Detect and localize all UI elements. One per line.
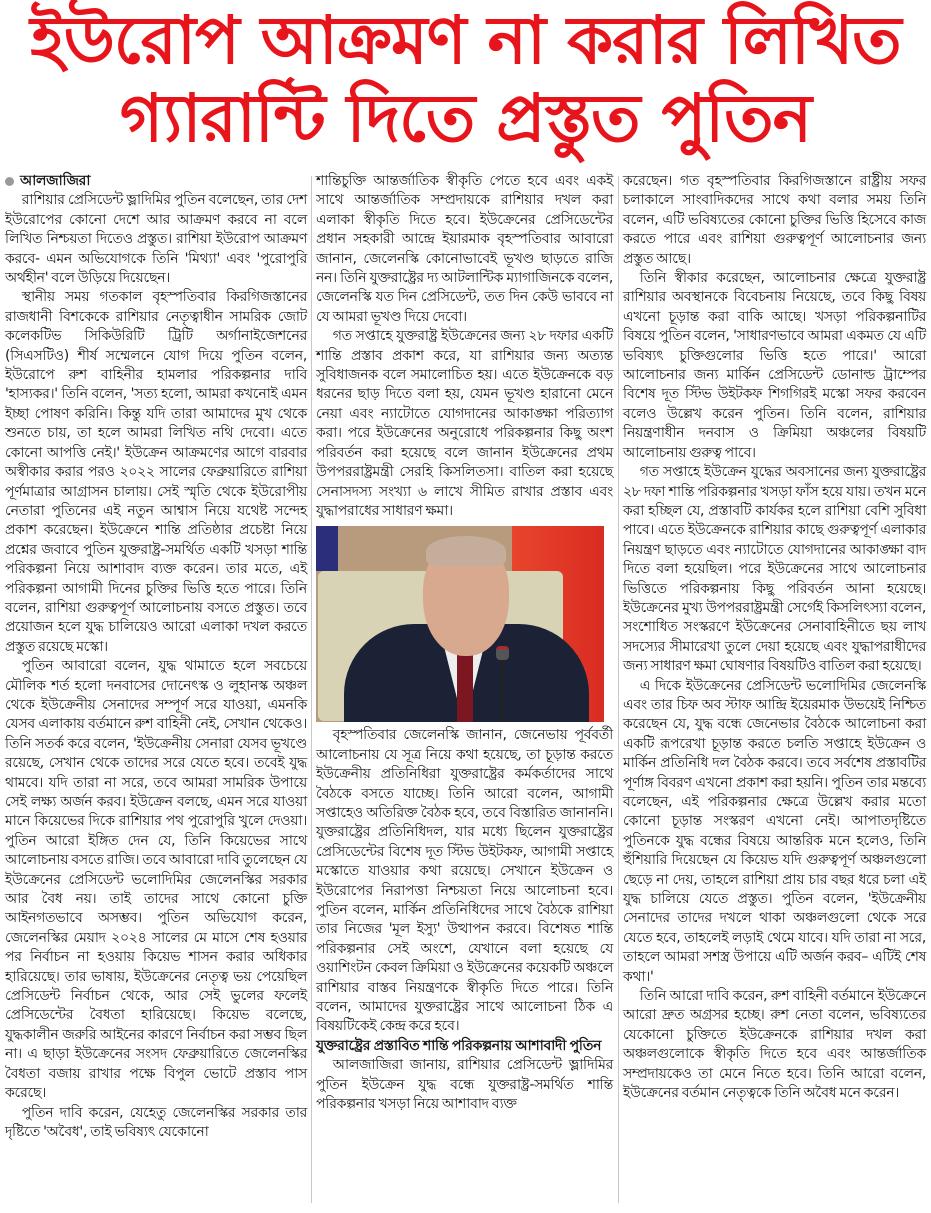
article-column-1 (5, 172, 307, 1142)
paragraph: তিনি স্বীকার করেছেন, আলোচনার ক্ষেত্রে যুক্তরাষ্ট্র রাশিয়ার অবস্থানকে বিবেচনায় নিয়েছে, তবে কিছু বিষয় এখনো চূড়ান্ত করা বাকি আছে। খসড়া পরিকল্পনাটির বিষয়ে পুতিন বলেন, 'সাধারণভাবে আমরা একমত যে এটি ভবিষ্যৎ চুক্তিগুলোর ভিত্তি হতে পারে।' আরো আলোচনার জন্য মার্কিন প্রেসিডেন্ট ডোনাল্ড ট্রাম্পের বিশেষ দূত স্টিভ উইটকফ শিগগিরই মস্কো সফর করবেন বলেও উল্লেখ করেন পুতিন। তিনি বলেন, রাশিয়ার নিয়ন্ত্রণাধীন দনবাস ও ক্রিমিয়া অঞ্চলের বিষয়টি আলোচনায় গুরুত্ব পাবে। (623, 270, 926, 461)
column-divider (618, 176, 619, 1203)
putin-photo (316, 526, 604, 722)
paragraph: পুতিন আবারো বলেন, যুদ্ধ থামাতে হলে সবচেয়ে মৌলিক শর্ত হলো দনবাসের দোনেৎস্ক ও লুহানস্ক অঞ্চল থেকে ইউক্রেনীয় সেনাদের সম্পূর্ণ সরে যাওয়া, এমনকি যেসব এলাকায় বর্তমানে রুশ বাহিনী নেই, সেখান থেকেও। তিনি সতর্ক করে বলেন, 'ইউক্রেনীয় সেনারা যেসব ভূখণ্ডে রয়েছে, সেখান থেকে তাদের সরে যেতে হবে। তবেই যুদ্ধ থামবে। যদি তারা না সরে, তবে আমরা সামরিক উপায়ে সেই লক্ষ্য অর্জন করব। ইউক্রেন বলছে, এমন সরে যাওয়া মানে কিয়েভের দিকে রাশিয়ার পথ পুরোপুরি খুলে দেওয়া। পুতিন আরো ইঙ্গিত দেন যে, তিনি কিয়েভের সাথে আলোচনায় বসতে রাজি। তবে আবারো দাবি তুলেছেন যে ইউক্রেনের প্রেসিডেন্ট ভলোদিমির জেলেনস্কির সরকার আর বৈধ নয়। তাই তাদের সাথে কোনো চুক্তি আইনগতভাবে অসম্ভব। পুতিন অভিযোগ করেন, জেলেনস্কির মেয়াদ ২০২৪ সালের মে মাসে শেষ হওয়ার পর নির্বাচন না হওয়ায় কিয়েভ শাসন করার অধিকার হারিয়েছে। তার ভাষায়, ইউক্রেনের নেতৃত্ব ভয় পেয়েছিল প্রেসিডেন্ট নির্বাচন থেকে, আর সেই ভুলের ফলেই প্রেসিডেন্টের বৈধতা হারিয়েছে। কিয়েভ বলেছে, যুদ্ধকালীন জরুরি আইনের কারণে নির্বাচন করা সম্ভব ছিল না। এ ছাড়া ইউক্রেনের সংসদ ফেব্রুয়ারিতে জেলেনস্কির বৈধতা বজায় রাখার পক্ষে বিপুল ভোটে প্রস্তাব পাস করেছে। (5, 658, 307, 1102)
paragraph: গত সপ্তাহে যুক্তরাষ্ট্র ইউক্রেনের জন্য ২৮ দফার একটি শান্তি প্রস্তাব প্রকাশ করে, যা রাশিয়ার জন্য অত্যন্ত সুবিধাজনক বলে সমালোচিত হয়। এতে ইউক্রেনকে বড় ধরনের ছাড় দিতে বলা হয়, যেমন ভূখণ্ড হারানো মেনে নেয়া এবং ন্যাটোতে যোগদানের আকাঙ্ক্ষা পরিত্যাগ করা। পরে ইউক্রেনের অনুরোধে পরিকল্পনার কিছু অংশ পরিবর্তন করা হয়েছে বলে জানান ইউক্রেনের প্রথম উপপররাষ্ট্রমন্ত্রী সেরহি কিসলিতসা। বাতিল করা হয়েছে সেনাসদস্য সংখ্যা ৬ লাখে সীমিত রাখার প্রস্তাব এবং যুদ্ধাপরাধের সাধারণ ক্ষমা। (316, 328, 613, 519)
headline-line-1: ইউরোপ আক্রমণ না করার লিখিত (30, 2, 901, 79)
bullet-icon (5, 177, 14, 186)
paragraph: গত সপ্তাহে ইউক্রেন যুদ্ধের অবসানের জন্য যুক্তরাষ্ট্রের ২৮ দফা শান্তি পরিকল্পনার খসড়া ফাঁস হয়ে যায়। তখন মনে করা হচ্ছিল যে, প্রস্তাবটি কার্যকর হলে রাশিয়া বেশি সুবিধা পাবে। এতে ইউক্রেনকে রাশিয়ার কাছে গুরুত্বপূর্ণ এলাকার নিয়ন্ত্রণ ছাড়তে এবং ন্যাটোতে যোগদানের আকাঙ্ক্ষা বাদ দিতে বলা হয়েছিল। পরে ইউক্রেনের সাথে আলোচনার ভিত্তিতে পরিকল্পনায় কিছু পরিবর্তন আনা হয়েছে। ইউক্রেনের মুখ্য উপপররাষ্ট্রমন্ত্রী সের্গেই কিসলিৎস্যা বলেন, সংশোধিত সংস্করণে ইউক্রেনের সেনাবাহিনীতে ছয় লাখ সদস্যের সীমারেখা তুলে দেয়া হয়েছে এবং যুদ্ধাপরাধীদের জন্য সাধারণ ক্ষমা ঘোষণার বিষয়টিও বাতিল করা হয়েছে। (623, 464, 926, 675)
headline-line-2: গ্যারান্টি দিতে প্রস্তুত পুতিন (119, 80, 812, 157)
article-column-2 (316, 172, 613, 1114)
news-source (5, 172, 307, 191)
paragraph: বৃহস্পতিবার জেলেনস্কি জানান, জেনেভায় পূর্ববর্তী আলোচনায় যে সূত্র নিয়ে কথা হয়েছে, তা চূড়ান্ত করতে ইউক্রেনীয় প্রতিনিধিরা যুক্তরাষ্ট্রের কর্মকর্তাদের সাথে বৈঠকে বসতে যাচ্ছে। তিনি আরো বলেন, আগামী সপ্তাহেও অতিরিক্ত বৈঠক হবে, তবে বিস্তারিত জানাননি। যুক্তরাষ্ট্রের প্রতিনিধিদল, যার মধ্যে ছিলেন যুক্তরাষ্ট্রের প্রেসিডেন্টের বিশেষ দূত স্টিভ উইটকফ, আগামী সপ্তাহে মস্কোতে যাওয়ার কথা রয়েছে। সেখানে ইউক্রেন ও ইউরোপের নিরাপত্তা নিশ্চয়তা নিয়ে আলোচনা হবে। পুতিন বলেন, মার্কিন প্রতিনিধিদের সাথে বৈঠকে রাশিয়া তার নিজের 'মূল ইস্যু' উত্থাপন করবে। বিশেষত শান্তি পরিকল্পনার সেই অংশে, যেখানে বলা হয়েছে যে ওয়াশিংটন কেবল ক্রিমিয়া ও ইউক্রেনের কয়েকটি অঞ্চলে রাশিয়ার বাস্তব নিয়ন্ত্রণকে স্বীকৃতি দিতে পারে। তিনি বলেন, আমাদের যুক্তরাষ্ট্রের সাথে আলোচনা ঠিক এ বিষয়টিকেই কেন্দ্র করে হবে। (316, 727, 613, 1035)
source-label: আলজাজিরা (20, 173, 91, 189)
microphone-head (496, 646, 509, 660)
microphone-icon (501, 654, 504, 722)
subheading: যুক্তরাষ্ট্রের প্রস্তাবিত শান্তি পরিকল্পনায় আশাবাদী পুতিন (316, 1037, 602, 1054)
article-column-3 (623, 172, 926, 1104)
hair (426, 536, 506, 566)
column-divider (311, 176, 312, 1203)
flag-background (316, 526, 338, 571)
paragraph: রাশিয়ার প্রেসিডেন্ট ভ্লাদিমির পুতিন বলেছেন, তার দেশ ইউরোপের কোনো দেশে আর আক্রমণ করবে না বলে লিখিত নিশ্চয়তা দিতেও প্রস্তুত। রাশিয়া ইউরোপ আক্রমণ করবে- এমন অভিযোগকে তিনি 'মিথ্যা' এবং 'পুরোপুরি অর্থহীন' বলে উড়িয়ে দিয়েছেন। (5, 192, 307, 287)
tie (457, 652, 473, 722)
paragraph: পুতিন দাবি করেন, যেহেতু জেলেনস্কির সরকার তার দৃষ্টিতে 'অবৈধ', তাই ভবিষ্যৎ যেকোনো (5, 1104, 307, 1140)
paragraph: শান্তিচুক্তি আন্তর্জাতিক স্বীকৃতি পেতে হবে এবং একই সাথে আন্তর্জাতিক সম্প্রদায়কে রাশিয়ার দখল করা এলাকা স্বীকৃতি দিতে হবে। ইউক্রেনের প্রেসিডেন্টের প্রধান সহকারী আন্দ্রে ইয়ারমাক বৃহস্পতিবার আবারো জানান, জেলেনস্কি কোনোভাবেই ভূখণ্ড ছাড়তে রাজি নন। তিনি যুক্তরাষ্ট্রের দ্য আটলান্টিক ম্যাগাজিনকে বলেন, জেলেনস্কি যত দিন প্রেসিডেন্ট, তত দিন কেউ ভাববে না যে আমরা ভূখণ্ড দিয়ে দেবো। (316, 173, 613, 325)
paragraph: স্থানীয় সময় গতকাল বৃহস্পতিবার কিরগিজস্তানের রাজধানী বিশকেকে রাশিয়ার নেতৃত্বাধীন সামরিক জোট কলেকটিভ সিকিউরিটি ট্রিটি অর্গানাইজেশনের (সিএসটিও) শীর্ষ সম্মেলনে যোগ দিয়ে পুতিন বলেন, ইউরোপে রুশ বাহিনীর হামলার পরিকল্পনার দাবি 'হাস্যকর।' তিনি বলেন, 'সত্য হলো, আমরা কখনোই এমন ইচ্ছা পোষণ করিনি। কিন্তু যদি তারা আমাদের মুখ থেকে শুনতে চায়, তা হলে আমরা লিখিত নথি দেবো। এতে কোনো আপত্তি নেই।' ইউক্রেন আক্রমণের আগে বারবার অস্বীকার করার পরও ২০২২ সালের ফেব্রুয়ারিতে রাশিয়া পূর্ণমাত্রার আগ্রাসন চালায়। সেই স্মৃতি থেকে ইউরোপীয় নেতারা পুতিনের এই নতুন আশ্বাস নিয়ে যথেষ্ট সন্দেহ প্রকাশ করেছেন। ইউক্রেনে শান্তি প্রতিষ্ঠার প্রচেষ্টা নিয়ে প্রশ্নের জবাবে পুতিন যুক্তরাষ্ট্র-সমর্থিত একটি খসড়া শান্তি পরিকল্পনা নিয়ে আশাবাদ ব্যক্ত করেন। তার মতে, এই পরিকল্পনা আগামী দিনের চুক্তির ভিত্তি হতে পারে। তিনি বলেন, রাশিয়া গুরুত্বপূর্ণ আলোচনায় বসতে প্রস্তুত। তবে প্রয়োজন হলে যুদ্ধ চালিয়েও আরো এলাকা দখল করতে প্রস্তুত রয়েছে মস্কো। (5, 289, 307, 655)
paragraph: তিনি আরো দাবি করেন, রুশ বাহিনী বর্তমানে ইউক্রেনে আরো দ্রুত অগ্রসর হচ্ছে। রুশ নেতা বলেন, ভবিষ্যতের যেকোনো চুক্তিতে ইউক্রেনকে রাশিয়ার দখল করা অঞ্চলগুলোকে স্বীকৃতি দিতে হবে এবং আন্তর্জাতিক সম্প্রদায়কেও তা মেনে নিতে হবে। তিনি আরো বলেন, ইউক্রেনের বর্তমান নেতৃত্বকে তিনি অবৈধ মনে করেন। (623, 988, 926, 1102)
headline (0, 2, 931, 158)
paragraph: এ দিকে ইউক্রেনের প্রেসিডেন্ট ভলোদিমির জেলেনস্কি এবং তার চিফ অব স্টাফ আন্দ্রি ইয়েরমাক উভয়েই নিশ্চিত করেছেন যে, যুদ্ধ বন্ধে জেনেভার বৈঠকে আলোচনা করা একটি রূপরেখা চূড়ান্ত করতে চলতি সপ্তাহে ইউক্রেন ও মার্কিন প্রতিনিধি দল বৈঠক করবে। তবে সর্বশেষ প্রস্তাবটির পূর্ণাঙ্গ বিবরণ এখনো প্রকাশ করা হয়নি। পুতিন তার মন্তব্যে বলেছেন, এই পরিকল্পনার ক্ষেত্রে উল্লেখ করার মতো কোনো চূড়ান্ত সংস্করণ এখনো নেই। আপাতদৃষ্টিতে পুতিনকে যুদ্ধ বন্ধের বিষয়ে আন্তরিক মনে হলেও, তিনি হুঁশিয়ারি দিয়েছেন যে কিয়েভ যদি গুরুত্বপূর্ণ অঞ্চলগুলো ছেড়ে না দেয়, তাহলে রাশিয়া প্রায় চার বছর ধরে চলা এই যুদ্ধ চালিয়ে যেতে প্রস্তুত। পুতিন বলেন, 'ইউক্রেনীয় সেনাদের তাদের দখলে থাকা অঞ্চলগুলো থেকে সরে যেতে হবে, তাহলেই লড়াই থেমে যাবে। যদি তারা না সরে, তাহলে আমরা সশস্ত্র উপায়ে এটি অর্জন করব– এটিই শেষ কথা।' (623, 677, 926, 985)
paragraph: করেছেন। গত বৃহস্পতিবার কিরগিজস্তানে রাষ্ট্রীয় সফর চলাকালে সাংবাদিকদের সাথে কথা বলার সময় তিনি বলেন, এটি ভবিষ্যতের কোনো চুক্তির ভিত্তি হিসেবে কাজ করতে পারে এবং রাশিয়া গুরুত্বপূর্ণ আলোচনার জন্য প্রস্তুত আছে। (623, 173, 926, 267)
paragraph: আলজাজিরা জানায়, রাশিয়ার প্রেসিডেন্ট ভ্লাদিমির পুতিন ইউক্রেন যুদ্ধ বন্ধে যুক্তরাষ্ট্র-সমর্থিত শান্তি পরিকল্পনার খসড়া নিয়ে আশাবাদ ব্যক্ত (316, 1057, 613, 1113)
